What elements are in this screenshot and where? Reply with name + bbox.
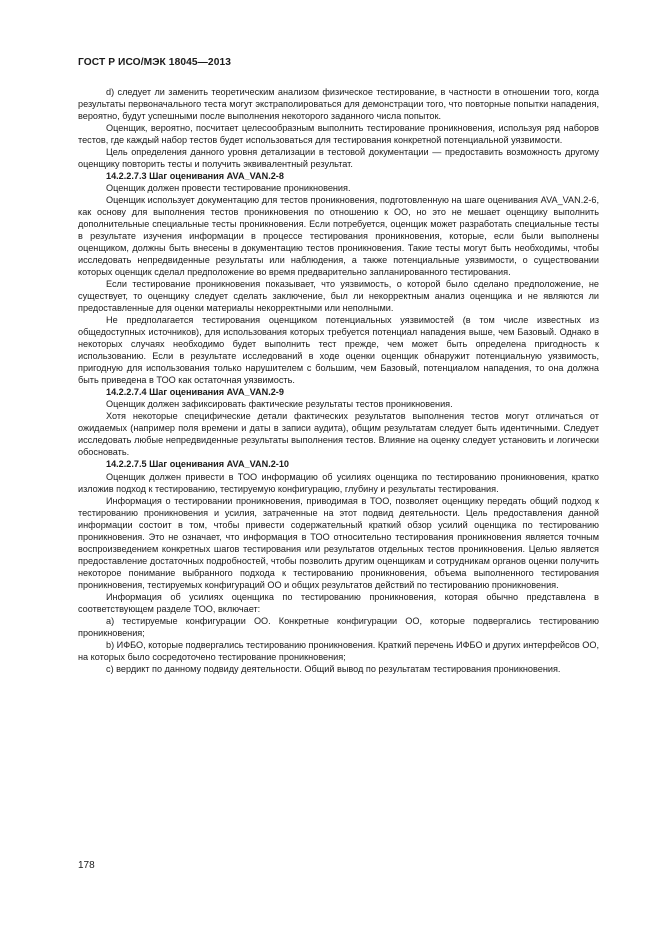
- paragraph: Хотя некоторые специфические детали фактических результатов выполнения тестов могут отличаться от ожидаемых (например поля времени и даты в записи аудита), общим результатам следует быть идентичными. Следует исследовать любые непредвиденные результаты выполнения тестов. Влияние на оценку следует установить и логически обосновать.: [78, 411, 599, 458]
- paragraph: Оценщик должен провести тестирование проникновения.: [106, 183, 351, 194]
- document-header: ГОСТ Р ИСО/МЭК 18045—2013: [78, 57, 231, 68]
- paragraph: а) тестируемые конфигурации ОО. Конкретные конфигурации ОО, которые подвергались тестированию проникновения;: [78, 615, 599, 638]
- paragraph: Не предполагается тестирования оценщиком потенциальных уязвимостей (в том числе известных из общедоступных источников), для использования которых требуется потенциал нападения выше, чем Базовый. Однако в некоторых случаях необходимо будет выполнить тест прежде, чем может быть определена пригодность к использованию. Если в результате исследований в ходе оценки оценщик обнаружит потенциальную уязвимость, пригодную для использования только нарушителем с большим, чем Базовый, потенциалом нападения, то она должна быть приведена в ТОО как остаточная уязвимость.: [78, 315, 599, 386]
- section-heading: 14.2.2.7.5 Шаг оценивания AVA_VAN.2-10: [106, 459, 289, 470]
- paragraph: Цель определения данного уровня детализации в тестовой документации — предоставить возможность другому оценщику повторить тесты и получить эквивалентный результат.: [78, 147, 599, 170]
- paragraph: d) следует ли заменить теоретическим анализом физическое тестирование, в частности в отношении того, когда результаты первоначального теста могут экстраполироваться для демонстрации того, что повторные попытки нападения, вероятно, будут успешными после выполнения некоторого заданного числа попыток.: [78, 87, 599, 122]
- paragraph: Если тестирование проникновения показывает, что уязвимость, о которой было сделано предположение, не существует, то оценщику следует сделать заключение, был ли некорректным анализ оценщика и не являются ли предоставленные для оценки материалы некорректными или неполными.: [78, 279, 599, 314]
- paragraph: Оценщик должен зафиксировать фактические результаты тестов проникновения.: [106, 399, 453, 410]
- section-heading: 14.2.2.7.4 Шаг оценивания AVA_VAN.2-9: [106, 387, 284, 398]
- paragraph: Информация об усилиях оценщика по тестированию проникновения, которая обычно представлена в соответствующем разделе ТОО, включает:: [78, 591, 599, 614]
- paragraph: Оценщик использует документацию для тестов проникновения, подготовленную на шаге оценивания AVA_VAN.2-6, как основу для выполнения тестов проникновения по отношению к ОО, но это не мешает оценщику выполнить дополнительные специальные тесты проникновения. Если потребуется, оценщик может разработать специальные тесты в результате изучения информации в процессе тестирования проникновения, которые, если были выполнены оценщиком, должны быть внесены в документацию тестов проникновения. Такие тесты могут быть необходимы, чтобы исследовать непредвиденные результаты или наблюдения, а также потенциальные уязвимости, о существовании которых оценщик сделал предположение во время предварительно запланированного тестирования.: [78, 195, 599, 278]
- section-heading: 14.2.2.7.3 Шаг оценивания AVA_VAN.2-8: [106, 171, 284, 182]
- page-number: 178: [78, 860, 95, 871]
- paragraph: с) вердикт по данному подвиду деятельности. Общий вывод по результатам тестирования проникновения.: [106, 663, 561, 674]
- paragraph: b) ИФБО, которые подвергались тестированию проникновения. Краткий перечень ИФБО и других интерфейсов ОО, на которых было сосредоточено тестирование проникновения;: [78, 639, 599, 662]
- document-body: [78, 86, 599, 675]
- paragraph: Информация о тестировании проникновения, приводимая в ТОО, позволяет оценщику передать общий подход к тестированию проникновения и усилия, затраченные на этот подвид деятельности. Цель предоставления данной информации состоит в том, чтобы привести содержательный краткий обзор усилий оценщика по тестированию проникновения. Это не означает, что информация в ТОО относительно тестирования проникновения является точным воспроизведением конкретных шагов тестирования или результатов отдельных тестов проникновения. Целью является предоставление достаточных подробностей, чтобы позволить другим оценщикам и сотрудникам органов оценки получить некоторое понимание выбранного подхода к тестированию проникновения, объема выполненного тестирования проникновения, тестируемых конфигураций ОО и общих результатов действий по тестированию проникновения.: [78, 495, 599, 590]
- paragraph: Оценщик должен привести в ТОО информацию об усилиях оценщика по тестированию проникновения, кратко изложив подход к тестированию, тестируемую конфигурацию, глубину и результаты тестирования.: [78, 471, 599, 494]
- paragraph: Оценщик, вероятно, посчитает целесообразным выполнить тестирование проникновения, используя ряд наборов тестов, где каждый набор тестов будет использоваться для тестирования конкретной потенциальной уязвимости.: [78, 123, 599, 146]
